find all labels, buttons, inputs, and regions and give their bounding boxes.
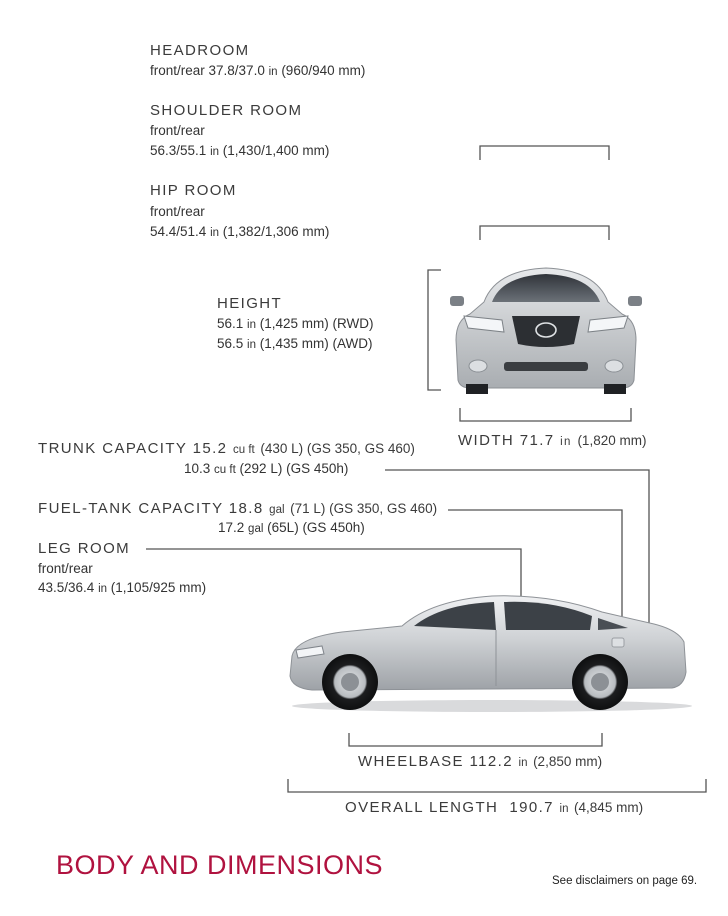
shoulder-number: 56.3/55.1 — [150, 143, 207, 158]
width-label: WIDTH 71.7 — [458, 432, 555, 449]
fuel-value-2: 17.2 — [218, 520, 245, 535]
headroom-unit: in — [268, 66, 278, 78]
trunk-row-2 — [184, 461, 348, 476]
trunk-row-1 — [38, 440, 415, 457]
fuel-row-2 — [218, 520, 365, 535]
legroom-label: LEG ROOM — [38, 540, 131, 557]
fuel-unit-2: gal — [248, 523, 264, 535]
height-rwd-rest: (1,425 mm) (RWD) — [259, 316, 374, 331]
wheelbase-metric: (2,850 mm) — [533, 754, 603, 769]
hip-unit: in — [210, 227, 220, 239]
height-rwd-number: 56.1 — [217, 316, 244, 331]
height-awd-unit: in — [247, 339, 256, 351]
trunk-rest-1: (430 L) (GS 350, GS 460) — [260, 441, 415, 456]
trunk-rest-2: (292 L) (GS 450h) — [239, 461, 349, 476]
height-row-awd — [217, 336, 373, 351]
overall-length-value — [345, 799, 643, 816]
overall-length-label: OVERALL LENGTH 190.7 — [345, 799, 554, 816]
shoulder-metric: (1,430/1,400 mm) — [222, 143, 330, 158]
hip-label: HIP ROOM — [150, 182, 237, 199]
trunk-value-2: 10.3 — [184, 461, 211, 476]
trunk-unit-1: cu ft — [233, 444, 255, 456]
overall-length-metric: (4,845 mm) — [574, 800, 644, 815]
shoulder-label: SHOULDER ROOM — [150, 102, 303, 119]
width-value — [458, 432, 646, 449]
wheelbase-label: WHEELBASE 112.2 — [358, 753, 513, 770]
width-metric: (1,820 mm) — [577, 433, 647, 448]
legroom-metric: (1,105/925 mm) — [110, 580, 207, 595]
trunk-label: TRUNK CAPACITY 15.2 — [38, 440, 228, 457]
headroom-line: front/rear 37.8/37.0 — [150, 63, 265, 78]
fuel-unit-1: gal — [269, 504, 285, 516]
headroom-value — [150, 63, 365, 78]
height-rwd-unit: in — [247, 319, 256, 331]
hip-value — [150, 224, 329, 239]
wheelbase-unit: in — [518, 757, 528, 769]
legroom-unit: in — [98, 583, 108, 595]
headroom-label: HEADROOM — [150, 42, 250, 59]
shoulder-unit: in — [210, 146, 220, 158]
fuel-row-1 — [38, 500, 437, 517]
hip-metric: (1,382/1,306 mm) — [222, 224, 330, 239]
headroom-metric: (960/940 mm) — [281, 63, 366, 78]
fuel-rest-1: (71 L) (GS 350, GS 460) — [290, 501, 438, 516]
legroom-number: 43.5/36.4 — [38, 580, 95, 595]
fuel-label: FUEL-TANK CAPACITY 18.8 — [38, 500, 264, 517]
height-awd-rest: (1,435 mm) (AWD) — [259, 336, 373, 351]
height-row-rwd — [217, 316, 374, 331]
shoulder-sub: front/rear — [150, 123, 205, 138]
hip-sub: front/rear — [150, 204, 205, 219]
hip-number: 54.4/51.4 — [150, 224, 207, 239]
footnote: See disclaimers on page 69. — [552, 875, 698, 887]
overall-length-unit: in — [559, 803, 569, 815]
fuel-rest-2: (65L) (GS 450h) — [267, 520, 365, 535]
legroom-value — [38, 580, 206, 595]
legroom-sub: front/rear — [38, 561, 93, 576]
shoulder-value — [150, 143, 329, 158]
trunk-unit-2: cu ft — [214, 464, 236, 476]
width-unit: in — [560, 436, 572, 448]
page-title: BODY AND DIMENSIONS — [56, 850, 384, 880]
car-side-view-image — [282, 586, 702, 716]
height-label: HEIGHT — [217, 295, 283, 312]
wheelbase-value — [358, 753, 602, 770]
height-awd-number: 56.5 — [217, 336, 244, 351]
car-front-view-image — [446, 262, 646, 402]
